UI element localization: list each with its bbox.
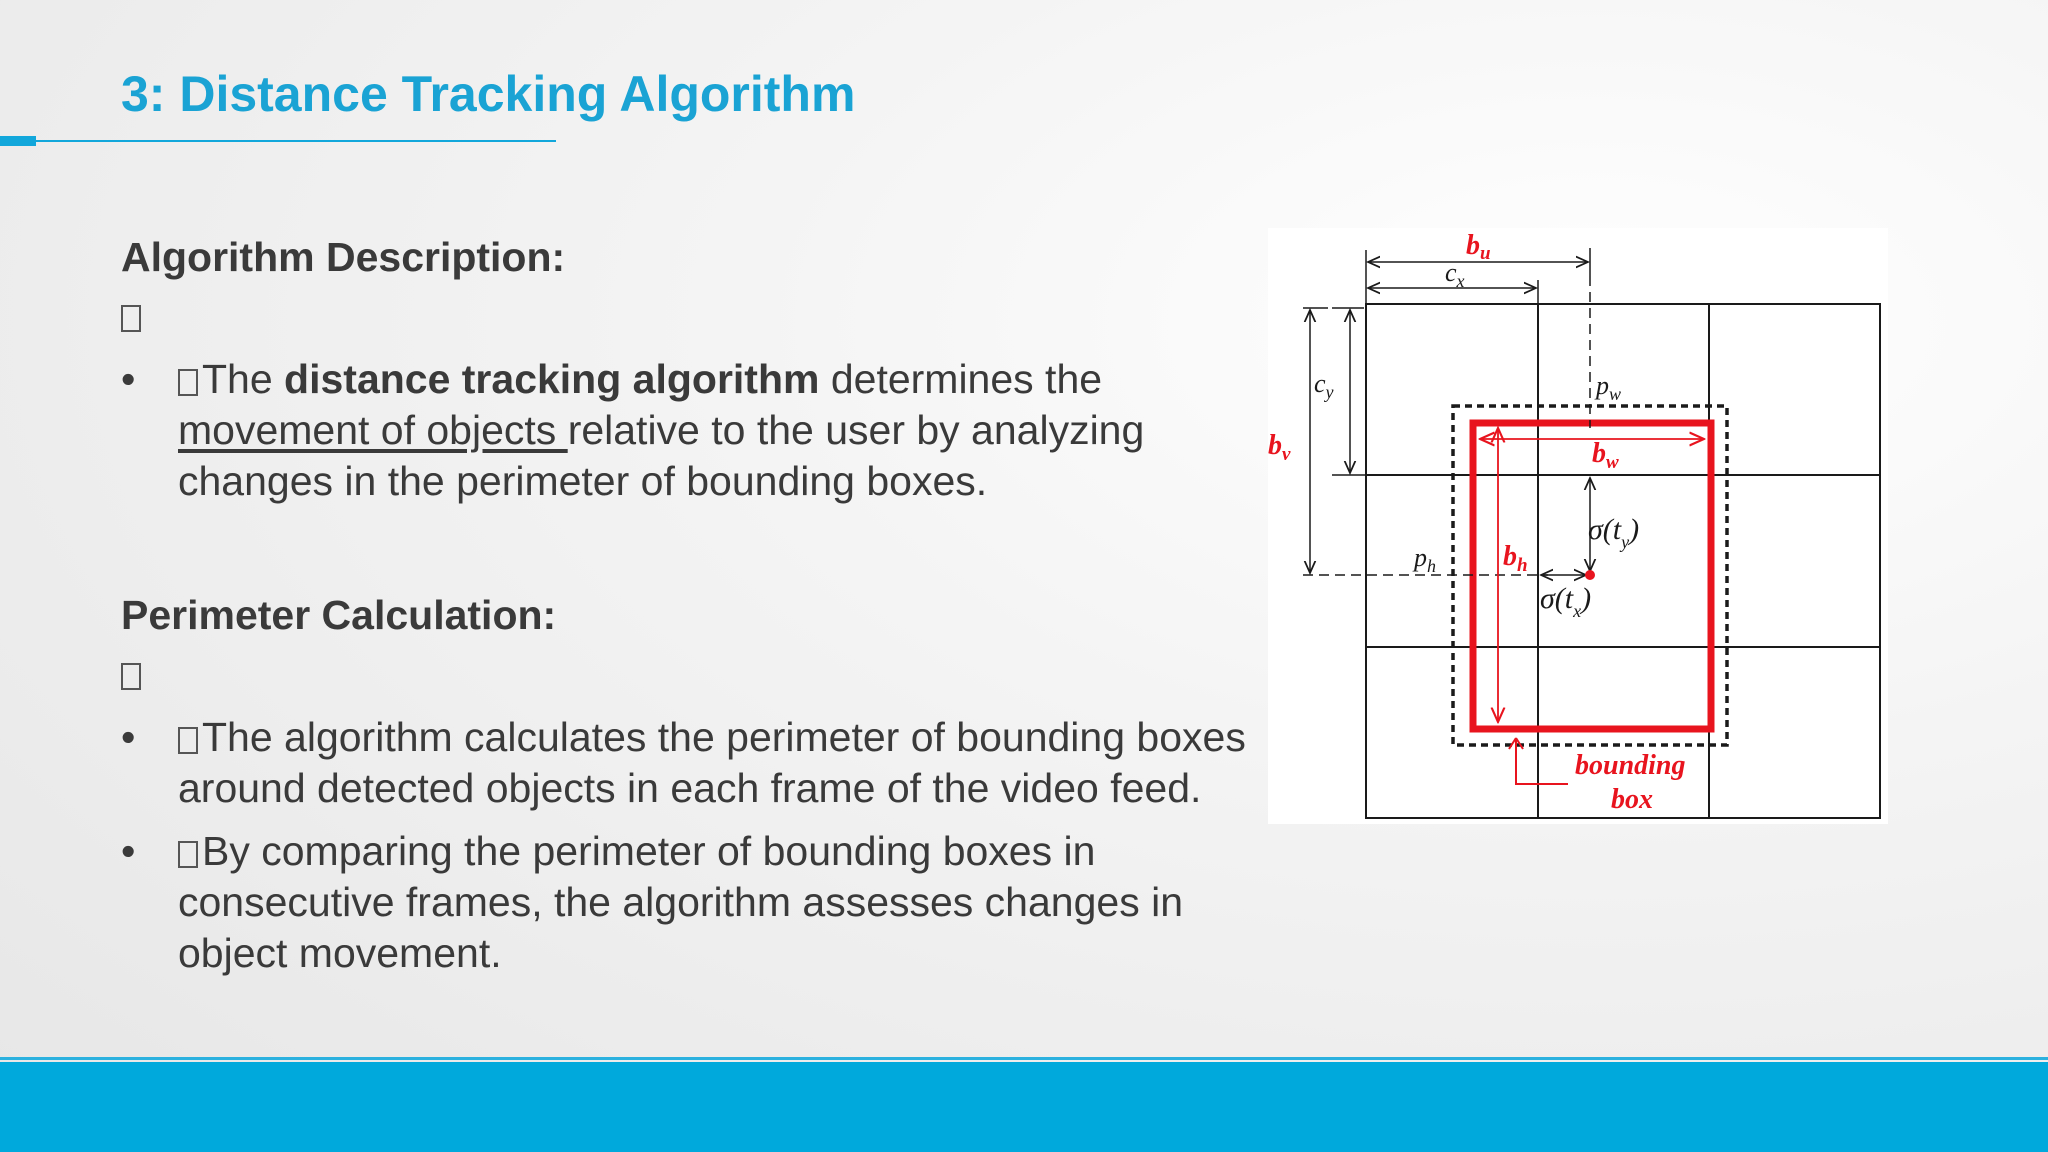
missing-glyph-icon [121, 663, 141, 690]
label-bh: $b_h$ [1503, 541, 1528, 576]
label-bounding: bounding [1575, 750, 1686, 781]
box-center-point [1585, 570, 1595, 580]
section-heading-perimeter-calculation: Perimeter Calculation: [121, 592, 557, 638]
bullet-dot-icon: • [121, 828, 136, 874]
grid-outline [1366, 304, 1880, 818]
label-cx: $c_x$ [1445, 258, 1465, 291]
label-sigma-tx: $\sigma(t_x)$ [1540, 582, 1592, 621]
label-pw: $p_w$ [1596, 371, 1622, 404]
label-bv: $b_v$ [1268, 430, 1291, 465]
bounding-box-diagram-panel [1268, 228, 1888, 824]
missing-glyph-icon [178, 841, 198, 868]
label-ph: $p_h$ [1414, 543, 1436, 576]
bullet-text: By comparing the perimeter of bounding boxes in consecutive frames, the algorithm assesses changes in object movement. [178, 828, 1184, 976]
section-heading-algorithm-description: Algorithm Description: [121, 234, 566, 280]
footer-divider [0, 1057, 2048, 1060]
bullet-text-mid: determines the [819, 356, 1103, 402]
missing-glyph-line [121, 286, 1251, 350]
missing-glyph-icon [178, 727, 198, 754]
bounding-box-diagram [1268, 228, 1888, 824]
grid [1366, 304, 1880, 818]
label-sigma-ty: $\sigma(t_y)$ [1588, 513, 1640, 552]
bullet-dot-icon: • [121, 356, 136, 402]
bullet-algorithm-description [121, 354, 1258, 507]
label-box: box [1611, 784, 1653, 815]
bullet-dot-icon: • [121, 714, 136, 760]
bullet-text: The algorithm calculates the perimeter of bounding boxes around detected objects in each frame of the video feed. [178, 714, 1246, 811]
bullet-text-post: relative to the user by analyzing changes in the perimeter of bounding boxes. [178, 407, 1145, 504]
bullet-perimeter-calculation-2 [121, 826, 1288, 979]
label-bu: bu [1466, 230, 1491, 264]
missing-glyph-line [121, 644, 1251, 708]
missing-glyph-icon [178, 369, 198, 396]
title-underline [36, 140, 556, 142]
label-bw: $b_w$ [1592, 438, 1619, 473]
bullet-text-pre: The [202, 356, 285, 402]
slide-content [121, 228, 1251, 979]
bullet-text-bold: distance tracking algorithm [284, 356, 820, 402]
slide-title: 3: Distance Tracking Algorithm [121, 66, 856, 122]
title-accent-bar [0, 136, 36, 146]
bullet-perimeter-calculation-1 [121, 712, 1258, 814]
bullet-text-underlined: movement of objects [178, 407, 568, 453]
label-cy: $c_y$ [1314, 369, 1334, 402]
missing-glyph-icon [121, 305, 141, 332]
footer-bar [0, 1062, 2048, 1152]
